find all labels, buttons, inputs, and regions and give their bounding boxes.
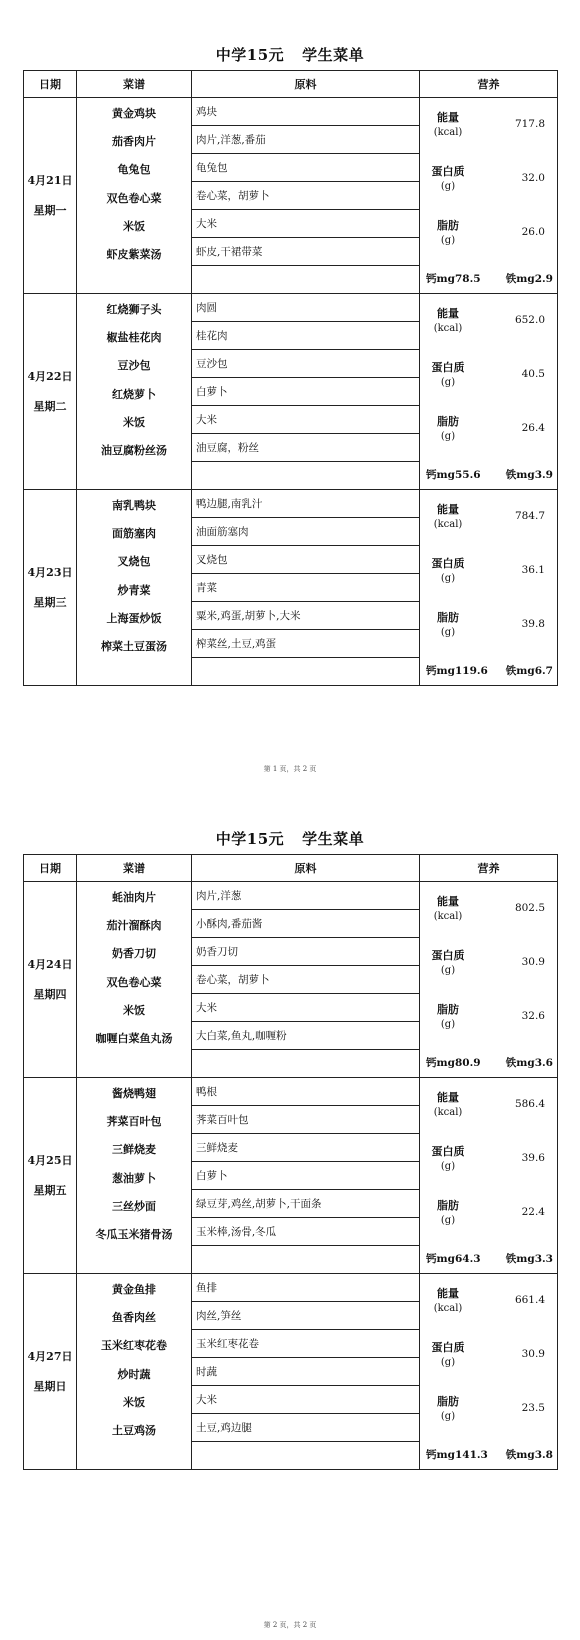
iron-value: 铁mg3.9 — [505, 469, 553, 481]
dish-name: 荠菜百叶包 — [106, 1115, 162, 1129]
ingredient-cell: 桂花肉 — [192, 322, 420, 350]
table-row — [24, 294, 558, 322]
energy-label — [426, 1286, 470, 1316]
protein-label — [426, 1144, 470, 1174]
fat-label-text: 脂肪 — [437, 415, 459, 428]
dish-name: 面筋塞肉 — [112, 527, 156, 541]
energy-label-text: 能量 — [437, 503, 459, 516]
page-title — [0, 44, 580, 65]
date-cell — [24, 1274, 77, 1470]
table-row — [24, 490, 558, 518]
ingredient-cell: 肉片,洋葱 — [192, 882, 420, 910]
dish-name: 南乳鸭块 — [112, 499, 156, 512]
dish-name: 虾皮紫菜汤 — [106, 247, 162, 261]
dishes-cell — [77, 1274, 192, 1470]
day-block — [24, 98, 558, 294]
protein-label — [426, 948, 470, 978]
dish-name: 双色卷心菜 — [106, 191, 162, 205]
minerals-row — [422, 1447, 553, 1465]
protein-unit: (g) — [440, 573, 456, 584]
calcium-value: 钙mg119.6 — [426, 665, 488, 677]
weekday: 星期三 — [33, 595, 67, 609]
fat-value: 26.0 — [521, 226, 545, 238]
energy-label-text: 能量 — [437, 895, 459, 908]
dish-name: 椒盐桂花肉 — [106, 331, 162, 345]
energy-unit: (kcal) — [433, 323, 463, 334]
ingredient-cell — [192, 1050, 420, 1078]
dish-name: 葱油萝卜 — [112, 1171, 156, 1185]
protein-value: 36.1 — [521, 564, 545, 576]
energy-value: 784.7 — [514, 510, 545, 522]
fat-value: 22.4 — [521, 1206, 545, 1218]
page-footer: 第 1 页，共 2 页 — [263, 765, 317, 773]
dish-name: 冬瓜玉米猪骨汤 — [95, 1227, 173, 1241]
energy-unit: (kcal) — [433, 1107, 463, 1118]
ingredient-cell: 绿豆芽,鸡丝,胡萝卜,干面条 — [192, 1190, 420, 1218]
fat-unit: (g) — [440, 431, 456, 442]
date: 4月25日 — [27, 1153, 73, 1167]
header-dishes: 菜谱 — [77, 71, 192, 98]
calcium-value: 钙mg78.5 — [426, 273, 481, 285]
minerals-row — [422, 467, 553, 485]
dish-name: 三丝炒面 — [112, 1199, 156, 1213]
nutrition-cell — [420, 490, 558, 686]
nutrition-cell — [420, 1078, 558, 1274]
energy-unit: (kcal) — [433, 1303, 463, 1314]
fat-label — [426, 1002, 470, 1032]
table-row — [24, 98, 558, 126]
title-menu: 学生菜单 — [302, 46, 365, 64]
ingredient-cell: 奶香刀切 — [192, 938, 420, 966]
weekday: 星期四 — [33, 987, 67, 1001]
minerals-row — [422, 663, 553, 681]
energy-row — [420, 1274, 557, 1328]
protein-row — [420, 544, 557, 598]
ingredient-cell: 鸡块 — [192, 98, 420, 126]
menu-table — [23, 854, 558, 1470]
energy-row — [420, 98, 557, 152]
protein-value: 30.9 — [521, 956, 545, 968]
day-block — [24, 1078, 558, 1274]
protein-value: 39.6 — [521, 1152, 545, 1164]
dish-name: 鱼香肉丝 — [112, 1311, 156, 1325]
ingredient-cell: 榨菜丝,土豆,鸡蛋 — [192, 630, 420, 658]
energy-unit: (kcal) — [433, 519, 463, 530]
dish-name: 上海蛋炒饭 — [106, 611, 162, 625]
fat-value: 23.5 — [521, 1402, 545, 1414]
header-date: 日期 — [24, 855, 77, 882]
date: 4月23日 — [27, 565, 73, 579]
dish-name: 豆沙包 — [117, 359, 151, 373]
ingredient-cell — [192, 1442, 420, 1470]
nutrition-cell — [420, 1274, 558, 1470]
dish-name: 土豆鸡汤 — [112, 1423, 156, 1437]
energy-label-text: 能量 — [437, 1091, 459, 1104]
ingredient-cell: 玉米棒,汤骨,冬瓜 — [192, 1218, 420, 1246]
protein-row — [420, 152, 557, 206]
page-footer: 第 2 页，共 2 页 — [263, 1621, 317, 1629]
dish-name: 黄金鸡块 — [112, 107, 156, 120]
protein-row — [420, 936, 557, 990]
dish-name: 米饭 — [123, 1395, 145, 1409]
ingredient-cell: 虾皮,干裙带菜 — [192, 238, 420, 266]
fat-label-text: 脂肪 — [437, 611, 459, 624]
dish-name: 三鲜烧麦 — [112, 1143, 156, 1157]
ingredient-cell: 鱼排 — [192, 1274, 420, 1302]
calcium-value: 钙mg64.3 — [426, 1253, 481, 1265]
dish-name: 奶香刀切 — [112, 947, 156, 961]
table-row — [24, 1274, 558, 1302]
energy-value: 717.8 — [514, 118, 545, 130]
dish-name: 黄金鱼排 — [112, 1283, 156, 1296]
calcium-value: 钙mg80.9 — [426, 1057, 481, 1069]
day-block — [24, 882, 558, 1078]
energy-label — [426, 1090, 470, 1120]
ingredient-cell — [192, 266, 420, 294]
dish-name: 红烧狮子头 — [106, 303, 162, 316]
protein-unit: (g) — [440, 1357, 456, 1368]
minerals-row — [422, 1055, 553, 1073]
header-row — [24, 855, 558, 882]
fat-unit: (g) — [440, 235, 456, 246]
dishes-cell — [77, 882, 192, 1078]
page-title — [0, 828, 580, 849]
table-row — [24, 1078, 558, 1106]
ingredient-cell — [192, 1246, 420, 1274]
ingredient-cell: 玉米红枣花卷 — [192, 1330, 420, 1358]
header-nutrition: 营养 — [420, 71, 558, 98]
dish-name: 炒时蔬 — [117, 1367, 151, 1381]
ingredient-cell: 大米 — [192, 210, 420, 238]
protein-label-text: 蛋白质 — [431, 1145, 465, 1158]
energy-value: 652.0 — [514, 314, 545, 326]
date-cell — [24, 294, 77, 490]
fat-row — [420, 1382, 557, 1436]
dish-name: 茄香肉片 — [112, 135, 156, 149]
header-date: 日期 — [24, 71, 77, 98]
fat-label-text: 脂肪 — [437, 1395, 459, 1408]
nutrition-cell — [420, 98, 558, 294]
protein-value: 30.9 — [521, 1348, 545, 1360]
fat-unit: (g) — [440, 1019, 456, 1030]
protein-label — [426, 556, 470, 586]
ingredient-cell: 白萝卜 — [192, 378, 420, 406]
fat-label-text: 脂肪 — [437, 1003, 459, 1016]
energy-row — [420, 1078, 557, 1132]
dishes-cell — [77, 490, 192, 686]
protein-label — [426, 360, 470, 390]
date: 4月22日 — [27, 369, 73, 383]
header-ingredients: 原料 — [192, 855, 420, 882]
iron-value: 铁mg3.3 — [505, 1253, 553, 1265]
dish-name: 米饭 — [123, 415, 145, 429]
ingredient-cell: 大米 — [192, 406, 420, 434]
protein-row — [420, 1328, 557, 1382]
ingredient-cell: 肉片,洋葱,番茄 — [192, 126, 420, 154]
energy-label — [426, 502, 470, 532]
energy-row — [420, 294, 557, 348]
weekday: 星期一 — [33, 203, 67, 217]
fat-row — [420, 990, 557, 1044]
fat-value: 32.6 — [521, 1010, 545, 1022]
dish-name: 酱烧鸭翅 — [112, 1087, 156, 1100]
dish-name: 炒青菜 — [117, 583, 151, 597]
dishes-cell — [77, 1078, 192, 1274]
fat-label-text: 脂肪 — [437, 219, 459, 232]
fat-label — [426, 610, 470, 640]
date: 4月27日 — [27, 1349, 73, 1363]
calcium-value: 钙mg55.6 — [426, 469, 481, 481]
iron-value: 铁mg2.9 — [505, 273, 553, 285]
ingredient-cell: 龟兔包 — [192, 154, 420, 182]
day-block — [24, 490, 558, 686]
title-menu: 学生菜单 — [302, 830, 365, 848]
header-nutrition: 营养 — [420, 855, 558, 882]
weekday: 星期五 — [33, 1183, 67, 1197]
ingredient-cell: 时蔬 — [192, 1358, 420, 1386]
weekday: 星期日 — [33, 1379, 67, 1393]
energy-value: 661.4 — [514, 1294, 545, 1306]
protein-unit: (g) — [440, 377, 456, 388]
fat-unit: (g) — [440, 1215, 456, 1226]
title-school: 中学15元 — [215, 830, 285, 848]
protein-value: 40.5 — [521, 368, 545, 380]
dish-name: 油豆腐粉丝汤 — [101, 443, 167, 457]
ingredient-cell: 粟米,鸡蛋,胡萝卜,大米 — [192, 602, 420, 630]
protein-row — [420, 1132, 557, 1186]
header-ingredients: 原料 — [192, 71, 420, 98]
ingredient-cell: 荠菜百叶包 — [192, 1106, 420, 1134]
nutrition-cell — [420, 882, 558, 1078]
energy-row — [420, 490, 557, 544]
ingredient-cell: 叉烧包 — [192, 546, 420, 574]
ingredient-cell: 卷心菜，胡萝卜 — [192, 966, 420, 994]
fat-value: 26.4 — [521, 422, 545, 434]
energy-unit: (kcal) — [433, 127, 463, 138]
date: 4月24日 — [27, 957, 73, 971]
energy-unit: (kcal) — [433, 911, 463, 922]
energy-row — [420, 882, 557, 936]
fat-label — [426, 414, 470, 444]
protein-unit: (g) — [440, 965, 456, 976]
protein-label-text: 蛋白质 — [431, 949, 465, 962]
energy-value: 586.4 — [514, 1098, 545, 1110]
ingredient-cell: 土豆,鸡边腿 — [192, 1414, 420, 1442]
protein-label — [426, 1340, 470, 1370]
dish-name: 榨菜土豆蛋汤 — [101, 639, 167, 653]
energy-value: 802.5 — [514, 902, 545, 914]
day-block — [24, 294, 558, 490]
fat-unit: (g) — [440, 627, 456, 638]
dish-name: 龟兔包 — [117, 163, 151, 177]
ingredient-cell: 卷心菜，胡萝卜 — [192, 182, 420, 210]
dish-name: 叉烧包 — [117, 555, 151, 569]
ingredient-cell: 鸭根 — [192, 1078, 420, 1106]
day-block — [24, 1274, 558, 1470]
ingredient-cell — [192, 462, 420, 490]
fat-label-text: 脂肪 — [437, 1199, 459, 1212]
energy-label — [426, 894, 470, 924]
protein-value: 32.0 — [521, 172, 545, 184]
nutrition-cell — [420, 294, 558, 490]
ingredient-cell: 大米 — [192, 994, 420, 1022]
protein-label-text: 蛋白质 — [431, 165, 465, 178]
fat-label — [426, 1198, 470, 1228]
fat-row — [420, 402, 557, 456]
dish-name: 红烧萝卜 — [112, 387, 156, 401]
ingredient-cell: 鸭边腿,南乳汁 — [192, 490, 420, 518]
ingredient-cell: 小酥肉,番茄酱 — [192, 910, 420, 938]
dish-name: 米饭 — [123, 1003, 145, 1017]
protein-label-text: 蛋白质 — [431, 361, 465, 374]
title-school: 中学15元 — [215, 46, 285, 64]
table-row — [24, 882, 558, 910]
ingredient-cell: 白萝卜 — [192, 1162, 420, 1190]
dishes-cell — [77, 98, 192, 294]
date-cell — [24, 1078, 77, 1274]
ingredient-cell: 油面筋塞肉 — [192, 518, 420, 546]
ingredient-cell: 大白菜,鱼丸,咖喱粉 — [192, 1022, 420, 1050]
fat-row — [420, 1186, 557, 1240]
ingredient-cell: 肉圆 — [192, 294, 420, 322]
iron-value: 铁mg6.7 — [505, 665, 553, 677]
ingredient-cell: 豆沙包 — [192, 350, 420, 378]
iron-value: 铁mg3.6 — [505, 1057, 553, 1069]
weekday: 星期二 — [33, 399, 67, 413]
protein-label-text: 蛋白质 — [431, 1341, 465, 1354]
header-dishes: 菜谱 — [77, 855, 192, 882]
fat-row — [420, 598, 557, 652]
protein-unit: (g) — [440, 181, 456, 192]
energy-label-text: 能量 — [437, 111, 459, 124]
ingredient-cell — [192, 658, 420, 686]
dish-name: 米饭 — [123, 219, 145, 233]
protein-unit: (g) — [440, 1161, 456, 1172]
ingredient-cell: 肉丝,笋丝 — [192, 1302, 420, 1330]
fat-label — [426, 1394, 470, 1424]
dishes-cell — [77, 294, 192, 490]
fat-unit: (g) — [440, 1411, 456, 1422]
dish-name: 玉米红枣花卷 — [101, 1339, 167, 1353]
dish-name: 双色卷心菜 — [106, 975, 162, 989]
dish-name: 咖喱白菜鱼丸汤 — [95, 1031, 173, 1045]
dish-name: 蚝油肉片 — [112, 891, 156, 904]
protein-label — [426, 164, 470, 194]
date: 4月21日 — [27, 173, 73, 187]
energy-label-text: 能量 — [437, 1287, 459, 1300]
ingredient-cell: 三鲜烧麦 — [192, 1134, 420, 1162]
ingredient-cell: 油豆腐，粉丝 — [192, 434, 420, 462]
date-cell — [24, 882, 77, 1078]
date-cell — [24, 490, 77, 686]
calcium-value: 钙mg141.3 — [426, 1449, 488, 1461]
energy-label — [426, 110, 470, 140]
minerals-row — [422, 1251, 553, 1269]
page-2 — [0, 820, 580, 1640]
fat-label — [426, 218, 470, 248]
date-cell — [24, 98, 77, 294]
iron-value: 铁mg3.8 — [505, 1449, 553, 1461]
minerals-row — [422, 271, 553, 289]
menu-table — [23, 70, 558, 686]
energy-label-text: 能量 — [437, 307, 459, 320]
protein-label-text: 蛋白质 — [431, 557, 465, 570]
ingredient-cell: 大米 — [192, 1386, 420, 1414]
energy-label — [426, 306, 470, 336]
fat-row — [420, 206, 557, 260]
protein-row — [420, 348, 557, 402]
header-row — [24, 71, 558, 98]
dish-name: 茄汁溜酥肉 — [106, 919, 162, 933]
ingredient-cell: 青菜 — [192, 574, 420, 602]
fat-value: 39.8 — [521, 618, 545, 630]
